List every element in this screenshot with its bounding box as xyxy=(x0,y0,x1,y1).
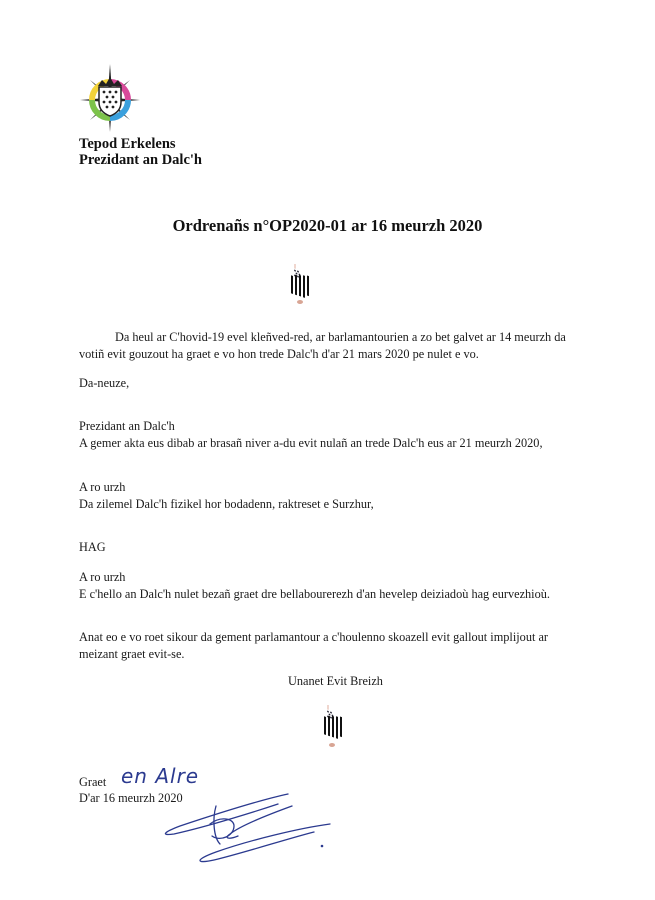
handwritten-signature xyxy=(150,780,350,870)
document-title: Ordrenañs n°OP2020-01 ar 16 meurzh 2020 xyxy=(172,216,483,235)
breton-flag-icon xyxy=(320,705,344,747)
gemer-text: A gemer akta eus dibab ar brasañ niver a-du evit nulañ an trede Dalc'h eus ar 21 meurzh 2020, xyxy=(79,436,543,450)
a-ro-urzh-heading-2: A ro urzh xyxy=(79,570,126,584)
graet-label: Graet xyxy=(79,775,107,789)
anat-line-1: Anat eo e vo roet sikour da gement parlamantour a c'houlenno skoazell evit gallout implijout ar xyxy=(79,630,549,644)
a-ro-urzh-heading-1: A ro urzh xyxy=(79,480,126,494)
anat-line-2: meizant graet evit-se. xyxy=(79,647,185,661)
da-neuze-text: Da-neuze, xyxy=(79,376,130,390)
unanet-text: Unanet Evit Breizh xyxy=(288,674,383,688)
breton-flag-icon xyxy=(287,264,311,304)
intro-line-2: votiñ evit gouzout ha graet e vo hon trede Dalc'h d'ar 21 mars 2020 pe nulet e vo. xyxy=(79,347,479,361)
intro-line-1: Da heul ar C'hovid-19 evel kleñved-red, ar barlamantourien a zo bet galvet ar 14 meurzh da xyxy=(115,330,566,344)
author-role: Prezidant an Dalc'h xyxy=(79,152,202,168)
handwritten-place: en Alre xyxy=(121,764,200,788)
document-date: D'ar 16 meurzh 2020 xyxy=(79,791,183,805)
zilemel-text: Da zilemel Dalc'h fizikel hor bodadenn, raktreset e Surzhur, xyxy=(79,497,374,511)
author-name: Tepod Erkelens xyxy=(79,136,176,152)
chello-text: E c'hello an Dalc'h nulet bezañ graet dre bellabourerezh d'an hevelep deiziadoù hag eurvezhioù. xyxy=(79,587,550,601)
prezidant-heading: Prezidant an Dalc'h xyxy=(79,419,175,433)
hag-text: HAG xyxy=(79,540,106,554)
breton-emblem-logo-icon xyxy=(78,62,142,134)
